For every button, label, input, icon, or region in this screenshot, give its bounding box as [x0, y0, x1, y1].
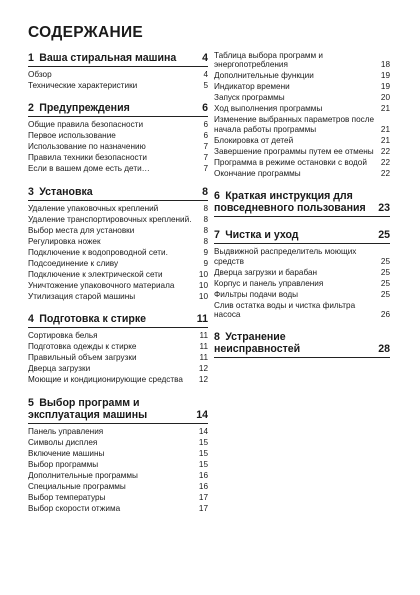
- toc-entry-page: 8: [203, 203, 208, 213]
- toc-entry: [28, 248, 208, 257]
- toc-entry-text: Первое использование: [28, 131, 116, 141]
- toc-entry: [28, 438, 208, 447]
- toc-entry-text: Дверца загрузки: [28, 364, 91, 374]
- toc-entry-page: 15: [198, 459, 208, 469]
- toc-entry-page: 16: [198, 470, 208, 480]
- toc-entry-text: Включение машины: [28, 448, 105, 458]
- toc-section-number: 2: [28, 102, 34, 115]
- toc-section: [214, 229, 390, 319]
- toc-entry-text: Использование по назначению: [28, 142, 146, 152]
- toc-entry-text: Программа в режиме остановки с водой: [214, 157, 367, 167]
- toc-entry: [28, 81, 208, 90]
- toc-entry-page: 21: [380, 124, 390, 134]
- toc-entry: [214, 147, 390, 156]
- toc-entry-page: 21: [380, 104, 390, 114]
- toc-entry-text: Панель управления: [28, 426, 104, 436]
- toc-entry-text: Выдвижной распределитель моющих средств: [214, 247, 357, 266]
- toc-entry-page: 25: [380, 278, 390, 288]
- toc-entry: [214, 169, 390, 178]
- toc-entry: [28, 215, 208, 224]
- toc-entry: [28, 204, 208, 213]
- toc-entry: [28, 292, 208, 301]
- toc-entry-text: Правильный объем загрузки: [28, 353, 137, 363]
- toc-entry-text: Выбор температуры: [28, 492, 106, 502]
- toc-section-title: Ваша стиральная машина: [39, 52, 177, 64]
- toc-section-page: 28: [378, 343, 390, 356]
- toc-entry-page: 22: [380, 157, 390, 167]
- toc-entry: [28, 493, 208, 502]
- toc-section-heading: [28, 397, 208, 424]
- toc-entry: [28, 375, 208, 384]
- toc-entry-page: 26: [380, 310, 390, 320]
- toc-entry-text: Выбор места для установки: [28, 225, 135, 235]
- toc-entry-text: Утилизация старой машины: [28, 291, 136, 301]
- toc-right-column: [214, 52, 390, 370]
- toc-entry: [214, 82, 390, 91]
- toc-entry-page: 19: [380, 71, 390, 81]
- toc-section-heading: [28, 102, 208, 117]
- toc-entry: [28, 237, 208, 246]
- toc-entry-text: Выбор программы: [28, 459, 99, 469]
- toc-entry: [214, 290, 390, 299]
- toc-entry-page: 19: [380, 82, 390, 92]
- toc-entry-text: Удаление транспортировочных креплений.: [28, 214, 192, 224]
- toc-section-number: 3: [28, 185, 34, 198]
- toc-entry: [28, 120, 208, 129]
- toc-entry-page: 12: [198, 375, 208, 385]
- toc-entry-page: 15: [198, 448, 208, 458]
- toc-entry-text: Моющие и кондиционирующие средства: [28, 375, 183, 385]
- toc-entry-text: Уничтожение упаковочного материала: [28, 280, 175, 290]
- toc-entry-page: 16: [198, 481, 208, 491]
- toc-entry: [28, 460, 208, 469]
- toc-entry-text: Подключение к электрической сети: [28, 269, 163, 279]
- toc-section: [214, 190, 390, 217]
- toc-section: [28, 397, 208, 513]
- toc-entry-page: 8: [203, 214, 208, 224]
- toc-section-number: 4: [28, 313, 34, 326]
- toc-entry-page: 9: [203, 247, 208, 257]
- toc-entry-page: 6: [203, 120, 208, 130]
- toc-entry: [214, 93, 390, 102]
- toc-entry: [214, 158, 390, 167]
- toc-section-heading: [28, 186, 208, 201]
- toc-section-title: Предупреждения: [39, 102, 130, 115]
- toc-entry: [28, 504, 208, 513]
- toc-entry-page: 7: [203, 142, 208, 152]
- toc-entry: [214, 301, 390, 320]
- page-title: СОДЕРЖАНИЕ: [28, 24, 144, 41]
- toc-entry-page: 17: [198, 492, 208, 502]
- toc-section: [28, 186, 208, 301]
- toc-entry-page: 11: [199, 331, 208, 341]
- toc-section-heading: [28, 52, 208, 67]
- toc-entry-text: Блокировка от детей: [214, 135, 294, 145]
- toc-entry-page: 15: [198, 437, 208, 447]
- toc-entry-text: Дополнительные функции: [214, 71, 314, 81]
- toc-entry-page: 11: [199, 353, 208, 363]
- toc-entry-text: Фильтры подачи воды: [214, 289, 299, 299]
- toc-entry-page: 22: [380, 168, 390, 178]
- toc-section: [214, 331, 390, 358]
- toc-entry-page: 4: [203, 70, 208, 79]
- toc-entry-text: Символы дисплея: [28, 437, 98, 447]
- toc-left-column: [28, 52, 208, 525]
- toc-section-page: 11: [196, 313, 208, 326]
- toc-entry: [28, 259, 208, 268]
- toc-section-title: Краткая инструкция для повседневного пользования: [214, 190, 366, 215]
- toc-entry-page: 20: [380, 93, 390, 103]
- toc-entry: [214, 71, 390, 80]
- toc-section-title: Выбор программ и эксплуатация машины: [28, 396, 148, 421]
- toc-entry: [214, 115, 390, 134]
- toc-section-page: 23: [378, 202, 390, 215]
- toc-section-title: Установка: [39, 185, 93, 198]
- toc-section: [28, 52, 208, 90]
- toc-entry: [28, 471, 208, 480]
- toc-section-page: 14: [196, 408, 208, 421]
- toc-entry-text: Удаление упаковочных креплений: [28, 203, 159, 213]
- toc-entry-text: Индикатор времени: [214, 82, 290, 92]
- toc-entry-text: Если в вашем доме есть дети…: [28, 164, 150, 174]
- toc-entry: [214, 268, 390, 277]
- toc-entry-page: 22: [380, 146, 390, 156]
- toc-entry-text: Корпус и панель управления: [214, 278, 324, 288]
- toc-entry-text: Дополнительные программы: [28, 470, 138, 480]
- toc-entry-page: 12: [198, 364, 208, 374]
- toc-entry-page: 14: [198, 426, 208, 436]
- toc-entry-text: Слив остатка воды и чистка фильтра насоса: [214, 300, 356, 320]
- toc-entry: [28, 164, 208, 173]
- toc-section: [28, 313, 208, 384]
- toc-entry-text: Подключение к водопроводной сети.: [28, 247, 168, 257]
- toc-entry-text: Правила техники безопасности: [28, 153, 147, 163]
- toc-entry-page: 10: [198, 291, 208, 301]
- toc-entry-text: Выбор скорости отжима: [28, 503, 121, 513]
- toc-section: [28, 102, 208, 173]
- toc-entry: [214, 104, 390, 113]
- toc-entry-text: Сортировка белья: [28, 331, 98, 341]
- toc-entry-text: Специальные программы: [28, 481, 126, 491]
- toc-entry-text: Обзор: [28, 70, 52, 79]
- toc-section-heading: [214, 331, 390, 358]
- toc-section-page: 25: [378, 229, 390, 242]
- toc-entry: [214, 279, 390, 288]
- toc-entry: [28, 226, 208, 235]
- toc-entry-page: 21: [380, 135, 390, 145]
- toc-section-number: 5: [28, 396, 34, 409]
- toc-section-number: 6: [214, 190, 220, 203]
- toc-entry-page: 6: [203, 131, 208, 141]
- toc-entry-text: Общие правила безопасности: [28, 120, 144, 130]
- toc-entry-text: Регулировка ножек: [28, 236, 101, 246]
- toc-entry-text: Подсоединение к сливу: [28, 258, 119, 268]
- toc-entry-page: 11: [199, 342, 208, 352]
- toc-entry: [214, 51, 390, 70]
- toc-section-heading: [214, 190, 390, 217]
- toc-entry-text: Ход выполнения программы: [214, 104, 323, 114]
- toc-entry: [28, 342, 208, 351]
- toc-entry-page: 17: [198, 503, 208, 513]
- toc-entry: [28, 281, 208, 290]
- toc-entry-page: 25: [380, 267, 390, 277]
- toc-section-page: 4: [202, 52, 208, 64]
- toc-entry: [28, 270, 208, 279]
- toc-entry-text: Окончание программы: [214, 168, 301, 178]
- toc-entry-text: Таблица выбора программ и энергопотребления: [214, 51, 323, 70]
- toc-section-title: Чистка и уход: [225, 229, 299, 242]
- toc-continued-entries: [214, 51, 390, 178]
- toc-entry-page: 25: [380, 256, 390, 266]
- toc-section-heading: [28, 313, 208, 328]
- toc-entry-page: 9: [203, 258, 208, 268]
- toc-entry-page: 7: [203, 153, 208, 163]
- toc-section-page: 6: [202, 102, 208, 115]
- toc-entry: [28, 131, 208, 140]
- toc-entry: [28, 142, 208, 151]
- toc-entry-text: Технические характеристики: [28, 81, 138, 90]
- toc-entry-page: 5: [203, 81, 208, 90]
- toc-section-number: 1: [28, 52, 34, 64]
- toc-entry: [28, 70, 208, 79]
- toc-section-title: Устранение неисправностей: [214, 331, 301, 356]
- toc-entry: [28, 353, 208, 362]
- toc-entry-page: 8: [203, 236, 208, 246]
- toc-entry: [28, 364, 208, 373]
- toc-entry-text: Завершение программы путем ее отмены: [214, 146, 374, 156]
- toc-entry-text: Запуск программы: [214, 93, 285, 103]
- toc-entry-page: 7: [203, 164, 208, 174]
- toc-entry-page: 18: [380, 60, 390, 70]
- toc-entry: [214, 136, 390, 145]
- toc-entry-text: Изменение выбранных параметров после начала работы программы: [214, 115, 375, 134]
- toc-entry: [214, 247, 390, 266]
- toc-entry: [28, 427, 208, 436]
- toc-entry-page: 25: [380, 289, 390, 299]
- toc-entry-page: 10: [198, 280, 208, 290]
- toc-section-page: 8: [202, 185, 208, 198]
- toc-entry-page: 10: [198, 269, 208, 279]
- toc-section-title: Подготовка к стирке: [39, 313, 147, 326]
- toc-entry: [28, 482, 208, 491]
- toc-entry: [28, 331, 208, 340]
- toc-section-number: 8: [214, 331, 220, 344]
- toc-entry-page: 8: [203, 225, 208, 235]
- toc-entry: [28, 153, 208, 162]
- toc-section-number: 7: [214, 229, 220, 242]
- toc-entry-text: Дверца загрузки и барабан: [214, 267, 318, 277]
- toc-entry: [28, 449, 208, 458]
- toc-section-heading: [214, 229, 390, 244]
- toc-entry-text: Подготовка одежды к стирке: [28, 342, 137, 352]
